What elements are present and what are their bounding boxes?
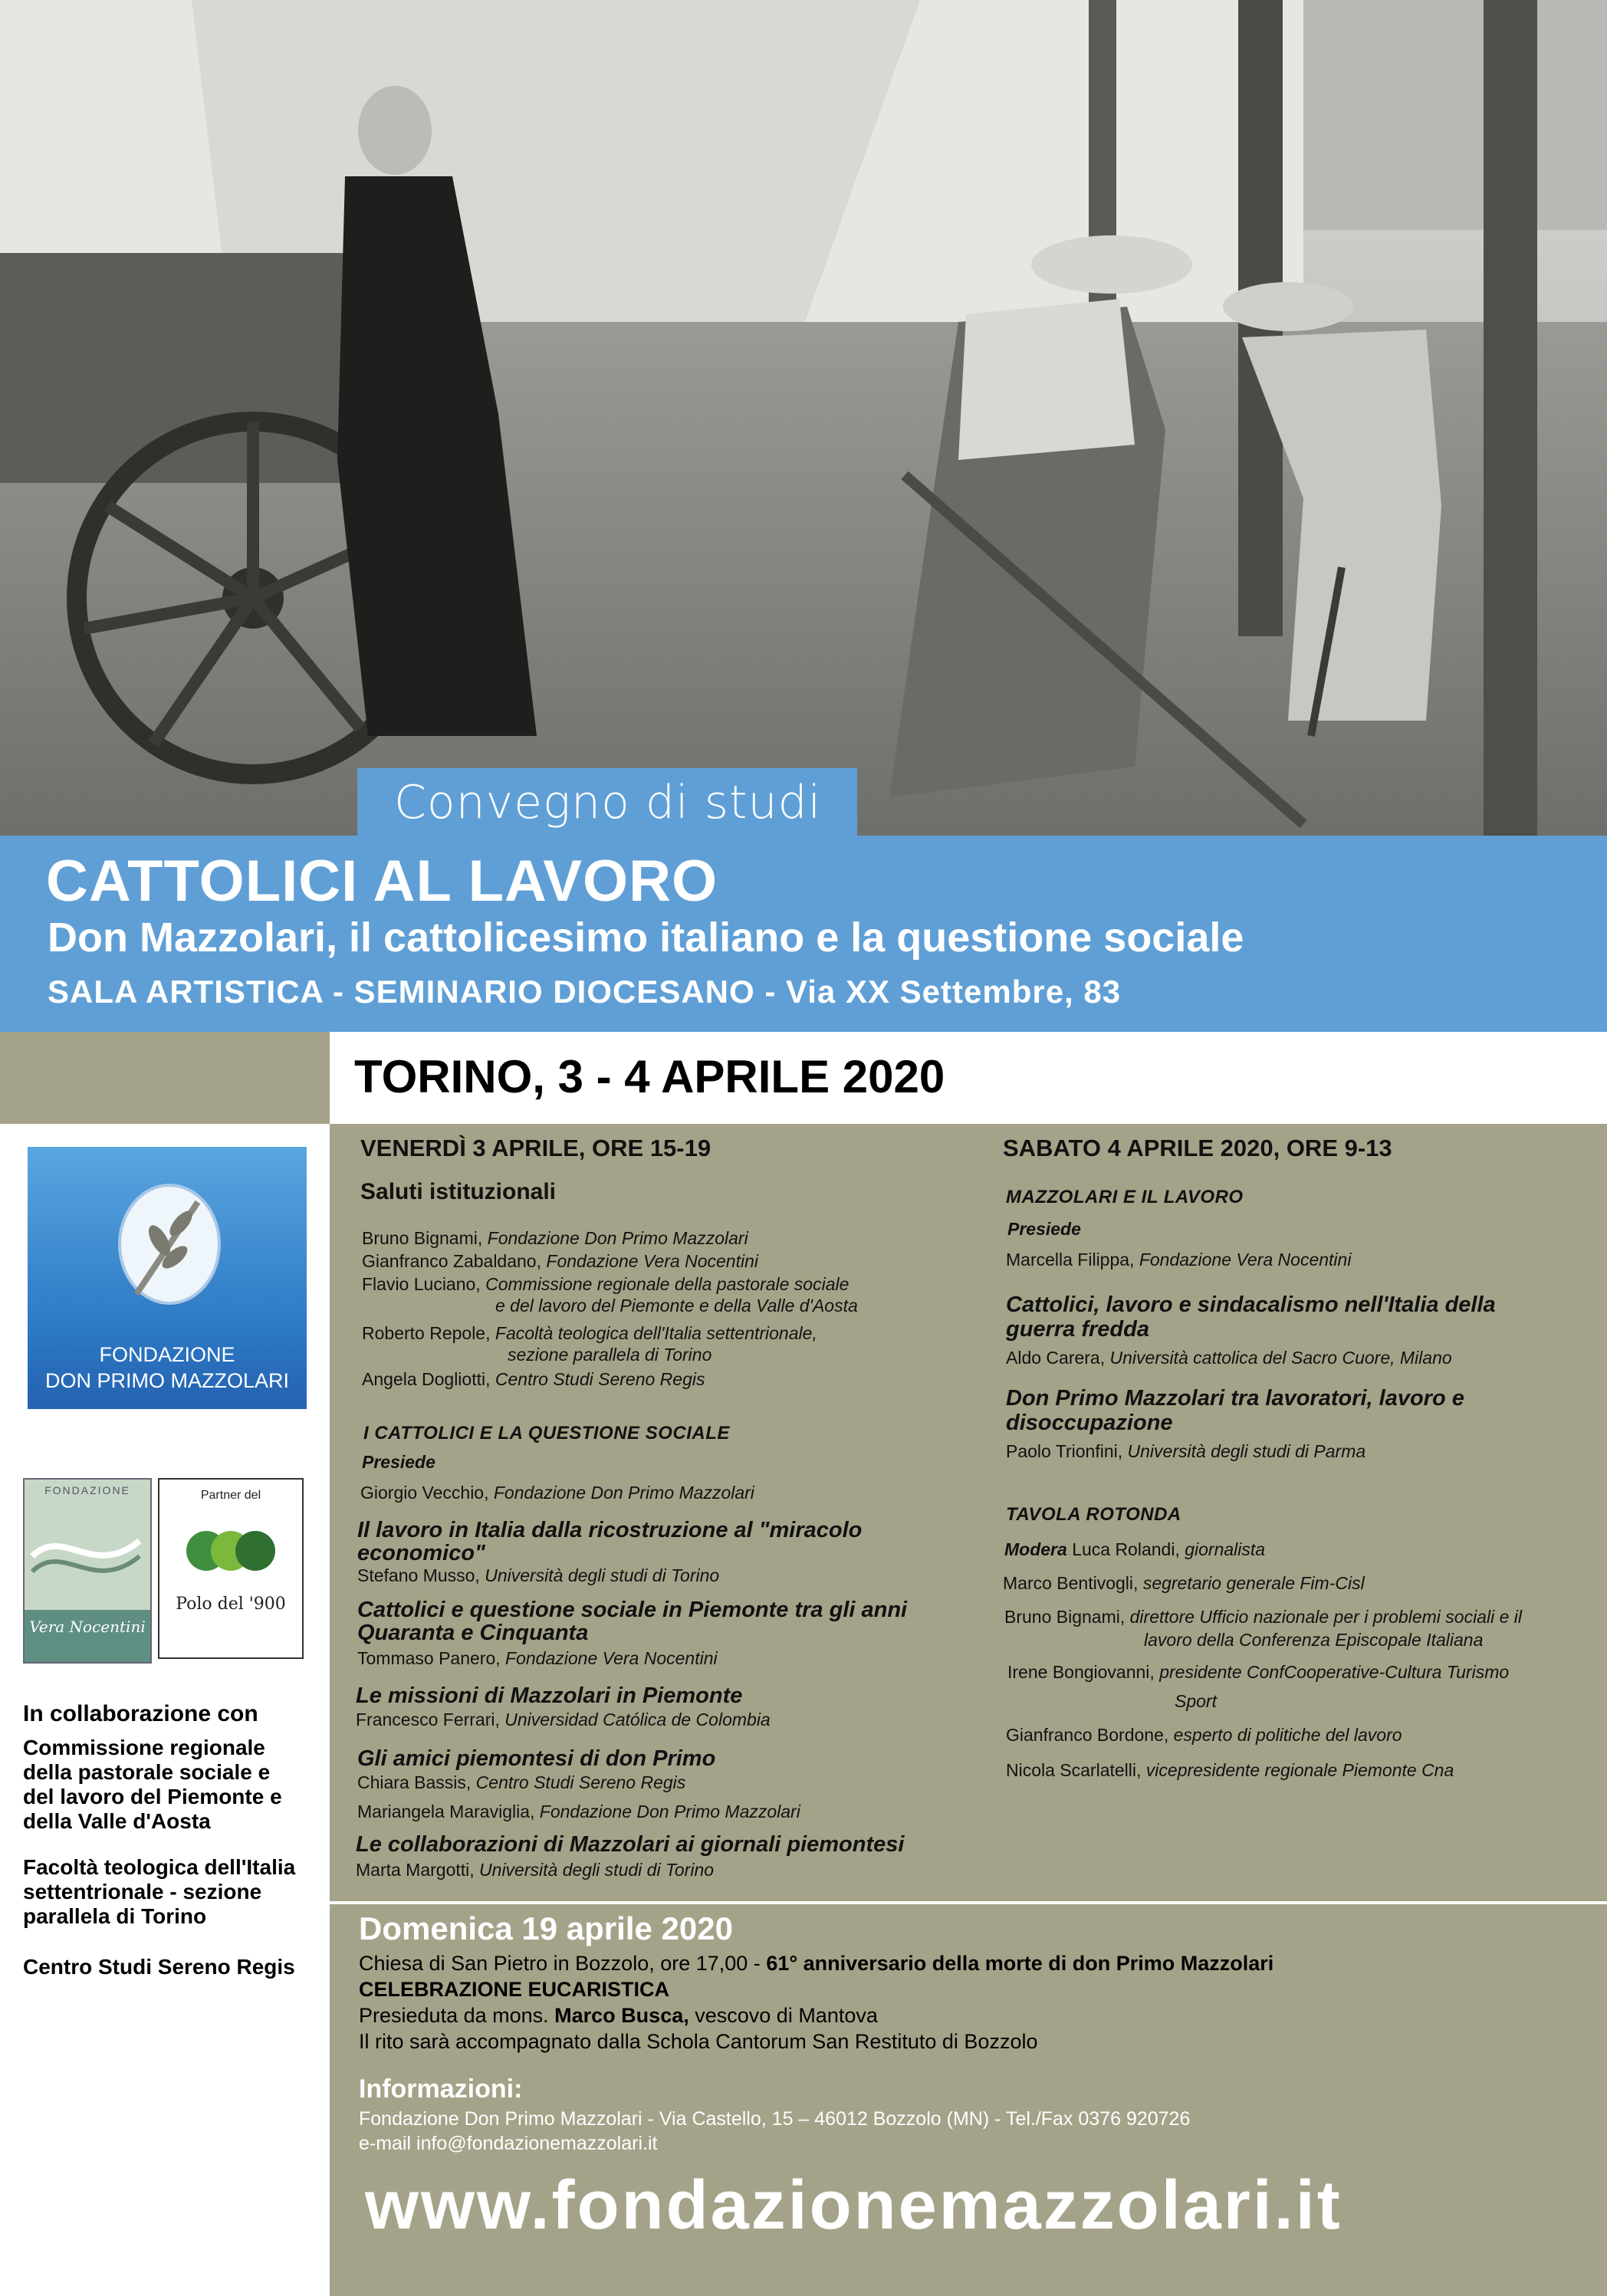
- saturday-session-title: MAZZOLARI E IL LAVORO: [1006, 1187, 1244, 1207]
- sub-title: Don Mazzolari, il cattolicesimo italiano e la questione sociale: [48, 915, 1244, 961]
- sunday-line3: Presieduta da mons. Marco Busca, vescovo di Mantova: [359, 2004, 878, 2027]
- panelist-org-cont: Sport: [1175, 1691, 1217, 1711]
- panelist: Marco Bentivogli, segretario generale Fim-Cisl: [1003, 1573, 1365, 1593]
- info-address: Fondazione Don Primo Mazzolari - Via Castello, 15 – 46012 Bozzolo (MN) - Tel./Fax 0376 920726: [359, 2108, 1191, 2130]
- greeting-org: Centro Studi Sereno Regis: [495, 1369, 705, 1389]
- talk-speaker: Stefano Musso, Università degli studi di Torino: [357, 1565, 720, 1585]
- sunday-heading: Domenica 19 aprile 2020: [359, 1910, 733, 1946]
- section-divider: [330, 1901, 1607, 1904]
- subtitle-tab: [357, 768, 857, 839]
- greeting-name: Gianfranco Zabaldano,: [362, 1251, 541, 1271]
- friday-chair-label: Presiede: [362, 1452, 435, 1472]
- polo-logo: [158, 1478, 304, 1659]
- mazzolari-logo: [28, 1147, 307, 1409]
- website-link[interactable]: www.fondazionemazzolari.it: [365, 2167, 1342, 2244]
- saturday-heading: SABATO 4 APRILE 2020, ORE 9-13: [1003, 1135, 1392, 1161]
- talk-title: Cattolici e questione sociale in Piemonte tra gli anni: [357, 1598, 908, 1622]
- collab-org2-l2: settentrionale - sezione: [23, 1880, 262, 1903]
- collab-org2-l1: Facoltà teologica dell'Italia: [23, 1855, 296, 1879]
- friday-heading: VENERDÌ 3 APRILE, ORE 15-19: [360, 1135, 711, 1161]
- polo-icon: [185, 1524, 277, 1578]
- info-heading: Informazioni:: [359, 2074, 523, 2104]
- olive-branch-icon: [118, 1184, 221, 1305]
- talk-title-cont: disoccupazione: [1006, 1411, 1173, 1435]
- greeting-name: Flavio Luciano,: [362, 1274, 481, 1294]
- polo-logo-partner: Partner del: [200, 1489, 261, 1502]
- greeting-row: [362, 1251, 758, 1272]
- mazzolari-logo-line1: FONDAZIONE: [99, 1343, 235, 1366]
- info-email[interactable]: e-mail info@fondazionemazzolari.it: [359, 2133, 658, 2154]
- talk-title: Don Primo Mazzolari tra lavoratori, lavoro e: [1006, 1386, 1464, 1411]
- greeting-row: [362, 1369, 705, 1390]
- greeting-name: Roberto Repole,: [362, 1323, 491, 1343]
- saturday-chair: Marcella Filippa, Fondazione Vera Nocentini: [1006, 1250, 1352, 1270]
- talk-speaker: Francesco Ferrari, Universidad Católica de Colombia: [356, 1710, 771, 1729]
- sunday-line1: Chiesa di San Pietro in Bozzolo, ore 17,00 - 61° anniversario della morte di don Primo Mazzolari: [359, 1952, 1274, 1975]
- talk-speaker: Aldo Carera, Università cattolica del Sacro Cuore, Milano: [1006, 1348, 1452, 1368]
- greeting-row: [362, 1323, 817, 1344]
- greeting-org: Fondazione Vera Nocentini: [546, 1251, 758, 1271]
- greeting-row: [362, 1228, 748, 1249]
- collab-heading: In collaborazione con: [23, 1701, 258, 1726]
- talk-speaker: Paolo Trionfini, Università degli studi di Parma: [1006, 1441, 1366, 1461]
- talk-speaker: Mariangela Maraviglia, Fondazione Don Primo Mazzolari: [357, 1802, 800, 1821]
- talk-title: Le collaborazioni di Mazzolari ai giornali piemontesi: [356, 1832, 905, 1857]
- collab-org1-l3: del lavoro del Piemonte e: [23, 1785, 282, 1808]
- greeting-name: Bruno Bignami,: [362, 1228, 483, 1248]
- talk-title: Il lavoro in Italia dalla ricostruzione al "miracolo: [357, 1518, 863, 1542]
- subtitle-tab-label: Convegno di studi: [394, 776, 822, 829]
- header-photo: [0, 0, 1607, 836]
- collab-org1-l1: Commissione regionale: [23, 1736, 265, 1759]
- talk-title: Gli amici piemontesi di don Primo: [357, 1746, 716, 1771]
- talk-speaker: Chiara Bassis, Centro Studi Sereno Regis: [357, 1772, 686, 1792]
- talk-title-cont: guerra fredda: [1006, 1317, 1149, 1342]
- collab-org1-l4: della Valle d'Aosta: [23, 1809, 211, 1833]
- collab-org2-l3: parallela di Torino: [23, 1904, 207, 1928]
- greetings-title: Saluti istituzionali: [360, 1179, 557, 1204]
- greeting-org: Facoltà teologica dell'Italia settentrionale,: [495, 1323, 817, 1343]
- talk-speaker: Tommaso Panero, Fondazione Vera Nocentini: [357, 1648, 718, 1668]
- polo-logo-name: Polo del '900: [176, 1595, 286, 1614]
- panelist: Bruno Bignami, direttore Ufficio nazionale per i problemi sociali e il: [1004, 1607, 1522, 1627]
- sunday-line4: Il rito sarà accompagnato dalla Schola Cantorum San Restituto di Bozzolo: [359, 2030, 1038, 2053]
- wave-icon: [25, 1510, 150, 1595]
- talk-speaker: Marta Margotti, Università degli studi di Torino: [356, 1860, 715, 1880]
- venue: SALA ARTISTICA - SEMINARIO DIOCESANO - Via XX Settembre, 83: [48, 974, 1122, 1010]
- talk-title-cont: economico": [357, 1541, 485, 1565]
- greeting-row: [362, 1274, 849, 1295]
- talk-title: Cattolici, lavoro e sindacalismo nell'Italia della: [1006, 1293, 1496, 1317]
- nocentini-logo: [23, 1478, 152, 1664]
- collab-org1-l2: della pastorale sociale e: [23, 1760, 271, 1784]
- saturday-chair-label: Presiede: [1007, 1219, 1081, 1239]
- olive-band-left: [0, 1032, 330, 1124]
- panelist: Gianfranco Bordone, esperto di politiche del lavoro: [1006, 1725, 1402, 1745]
- mazzolari-logo-line2: DON PRIMO MAZZOLARI: [44, 1369, 289, 1392]
- talk-title: Le missioni di Mazzolari in Piemonte: [356, 1683, 743, 1708]
- city-date: TORINO, 3 - 4 APRILE 2020: [354, 1051, 945, 1102]
- nocentini-logo-top: FONDAZIONE: [44, 1484, 130, 1496]
- greeting-org-cont: sezione parallela di Torino: [508, 1345, 712, 1365]
- panelist-org-cont: lavoro della Conferenza Episcopale Italiana: [1144, 1630, 1484, 1650]
- panelist: Nicola Scarlatelli, vicepresidente regionale Piemonte Cna: [1006, 1760, 1454, 1780]
- friday-session-title: I CATTOLICI E LA QUESTIONE SOCIALE: [363, 1423, 730, 1444]
- greeting-org: Commissione regionale della pastorale sociale: [485, 1274, 850, 1294]
- panelist: Irene Bongiovanni, presidente ConfCooperative-Cultura Turismo: [1007, 1662, 1510, 1682]
- sunday-line2: CELEBRAZIONE EUCARISTICA: [359, 1978, 670, 2001]
- greeting-org-cont: e del lavoro del Piemonte e della Valle d'Aosta: [495, 1296, 858, 1316]
- greeting-name: Angela Dogliotti,: [362, 1369, 491, 1389]
- moderator: Modera Luca Rolandi, giornalista: [1004, 1539, 1266, 1559]
- friday-chair: Giorgio Vecchio, Fondazione Don Primo Mazzolari: [360, 1483, 754, 1503]
- main-title: CATTOLICI AL LAVORO: [46, 849, 718, 914]
- talk-title-cont: Quaranta e Cinquanta: [357, 1621, 589, 1645]
- greeting-org: Fondazione Don Primo Mazzolari: [487, 1228, 748, 1248]
- collab-org3: Centro Studi Sereno Regis: [23, 1955, 295, 1979]
- round-table-title: TAVOLA ROTONDA: [1006, 1504, 1181, 1525]
- nocentini-logo-name: Vera Nocentini: [29, 1618, 146, 1636]
